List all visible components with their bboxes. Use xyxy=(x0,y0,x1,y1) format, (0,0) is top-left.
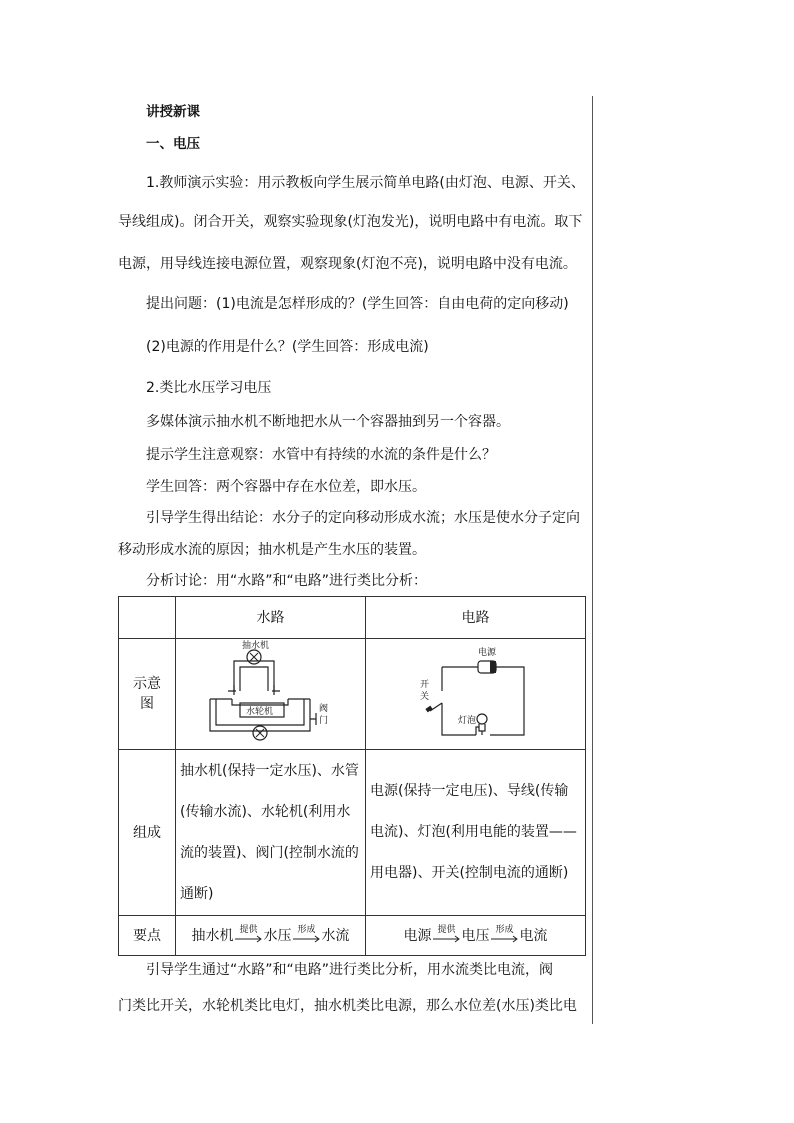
row-label-diagram: 示意 图 xyxy=(119,639,176,750)
right-arrow-icon xyxy=(491,935,519,943)
paragraph-demo-line-1: 1.教师演示实验：用示教板向学生展示简单电路(由灯泡、电源、开关、 xyxy=(146,175,585,191)
water-flow-chain xyxy=(176,926,365,946)
question-1: 提出问题：(1)电流是怎样形成的？(学生回答：自由电荷的定向移动) xyxy=(146,296,569,312)
circuit-composition-text: 电源(保持一定电压)、导线(传输电流)、灯泡(利用电能的装置——用电器)、开关(控制电流的通断) xyxy=(370,783,577,881)
water-flow-cell xyxy=(176,916,366,956)
table-corner-cell xyxy=(119,597,176,639)
circuit-diagram-cell xyxy=(366,639,586,750)
flow-water-current: 水流 xyxy=(321,927,350,944)
pump-label: 抽水机 xyxy=(242,641,270,651)
row-label-composition: 组成 xyxy=(119,750,176,916)
paragraph-analogy-line-2: 门类比开关，水轮机类比电灯，抽水机类比电源，那么水位差(水压)类比电 xyxy=(118,998,577,1014)
arrow-provide-circuit: 提供 xyxy=(433,925,461,943)
circuit-flow-chain xyxy=(366,926,585,946)
flow-source: 电源 xyxy=(403,927,432,944)
circuit-composition-cell xyxy=(366,750,586,916)
header-water-circuit: 水路 xyxy=(176,597,366,639)
table-header-row xyxy=(119,597,586,639)
paragraph-analogy-line-1: 引导学生通过“水路”和“电路”进行类比分析，用水流类比电流，阀 xyxy=(146,962,554,978)
heading-analogy: 2.类比水压学习电压 xyxy=(146,380,272,396)
valve-label-1: 阀 xyxy=(319,704,329,714)
section-title: 讲授新课 xyxy=(146,104,200,120)
flow-voltage: 电压 xyxy=(461,927,490,944)
paragraph-demo-line-2: 导线组成)。闭合开关，观察实验现象(灯泡发光)，说明电路中有电流。取下 xyxy=(118,214,583,230)
water-composition-text: 抽水机(保持一定水压)、水管(传输水流)、水轮机(利用水流的装置)、阀门(控制水流的通断) xyxy=(180,762,359,902)
comparison-table xyxy=(118,596,586,956)
source-label: 电源 xyxy=(478,648,497,658)
arrow-provide-water: 提供 xyxy=(235,925,263,943)
circuit-flow-cell xyxy=(366,916,586,956)
table-row-diagram xyxy=(119,639,586,750)
arrow-form-water: 形成 xyxy=(293,925,321,943)
switch-label-2: 关 xyxy=(420,692,430,702)
right-arrow-icon xyxy=(433,935,461,943)
paragraph-demo-line-3: 电源，用导线连接电源位置，观察现象(灯泡不亮)，说明电路中没有电流。 xyxy=(118,256,577,272)
table-row-keypoint xyxy=(119,916,586,956)
question-2: (2)电源的作用是什么？(学生回答：形成电流) xyxy=(146,339,429,355)
switch-label-1: 开 xyxy=(420,680,430,690)
table-row-composition xyxy=(119,750,586,916)
water-circuit-diagram xyxy=(176,639,364,743)
right-arrow-icon xyxy=(293,935,321,943)
right-arrow-icon xyxy=(235,935,263,943)
row-label-keypoint: 要点 xyxy=(119,916,176,956)
flow-pump: 抽水机 xyxy=(191,927,234,944)
header-electric-circuit: 电路 xyxy=(366,597,586,639)
paragraph-discussion: 分析讨论：用“水路”和“电路”进行类比分析： xyxy=(146,573,428,589)
valve-label-2: 门 xyxy=(319,716,329,726)
water-composition-cell xyxy=(176,750,366,916)
electric-circuit-diagram xyxy=(366,639,584,743)
paragraph-answer: 学生回答：两个容器中存在水位差，即水压。 xyxy=(146,479,426,495)
paragraph-conclusion-line-2: 移动形成水流的原因；抽水机是产生水压的装置。 xyxy=(118,542,426,558)
flow-current: 电流 xyxy=(519,927,548,944)
paragraph-hint: 提示学生注意观察：水管中有持续的水流的条件是什么？ xyxy=(146,447,496,463)
bulb-label: 灯泡 xyxy=(458,716,477,726)
water-diagram-cell xyxy=(176,639,366,750)
page-margin-rule xyxy=(592,96,593,1024)
flow-water-pressure: 水压 xyxy=(263,927,292,944)
arrow-form-circuit: 形成 xyxy=(491,925,519,943)
paragraph-conclusion-line-1: 引导学生得出结论：水分子的定向移动形成水流；水压是使水分子定向 xyxy=(146,510,580,526)
paragraph-multimedia: 多媒体演示抽水机不断地把水从一个容器抽到另一个容器。 xyxy=(146,414,510,430)
heading-voltage: 一、电压 xyxy=(146,136,200,152)
turbine-label: 水轮机 xyxy=(246,707,274,717)
